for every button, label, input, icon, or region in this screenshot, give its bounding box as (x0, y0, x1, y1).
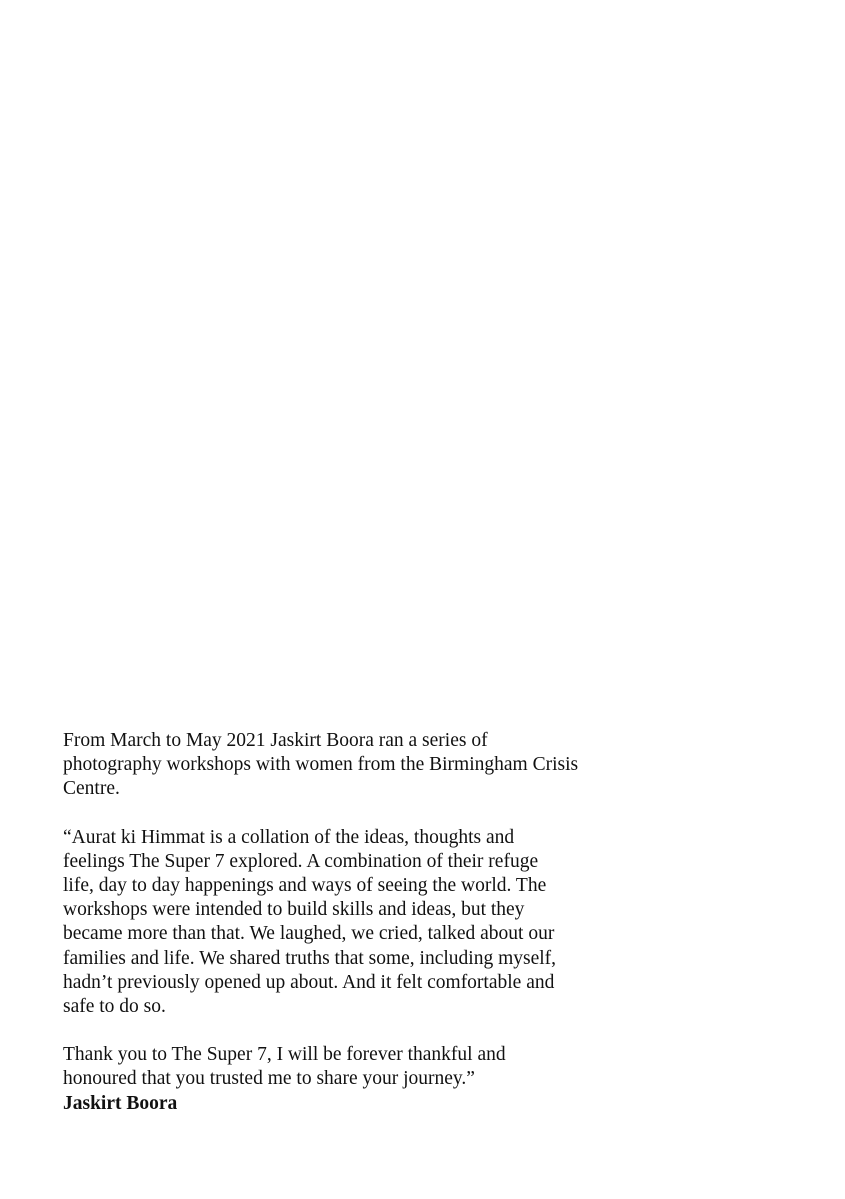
intro-line: photography workshops with women from the Birmingham Crisis (63, 754, 579, 776)
quote-line: “Aurat ki Himmat is a collation of the ideas, thoughts and (63, 826, 515, 848)
quote-line: became more than that. We laughed, we cried, talked about our (63, 923, 555, 945)
quote-line: safe to do so. (63, 996, 166, 1018)
quote-line: families and life. We shared truths that some, including myself, (63, 947, 557, 969)
thanks-line: Thank you to The Super 7, I will be forever thankful and (63, 1044, 506, 1066)
quote-line: life, day to day happenings and ways of seeing the world. The (63, 875, 547, 897)
quote-paragraph (63, 826, 623, 1020)
thanks-paragraph (63, 1043, 623, 1116)
intro-line: Centre. (63, 778, 120, 800)
quote-line: hadn’t previously opened up about. And it felt comfortable and (63, 971, 555, 993)
quote-line: feelings The Super 7 explored. A combination of their refuge (63, 850, 539, 872)
paragraph-gap (63, 802, 623, 826)
thanks-line: honoured that you trusted me to share your journey.” (63, 1068, 475, 1090)
intro-line: From March to May 2021 Jaskirt Boora ran a series of (63, 730, 488, 751)
author-name: Jaskirt Boora (63, 1092, 178, 1114)
text-block (63, 729, 623, 1116)
quote-line: workshops were intended to build skills and ideas, but they (63, 899, 525, 921)
intro-paragraph (63, 729, 623, 802)
paragraph-gap (63, 1019, 623, 1043)
